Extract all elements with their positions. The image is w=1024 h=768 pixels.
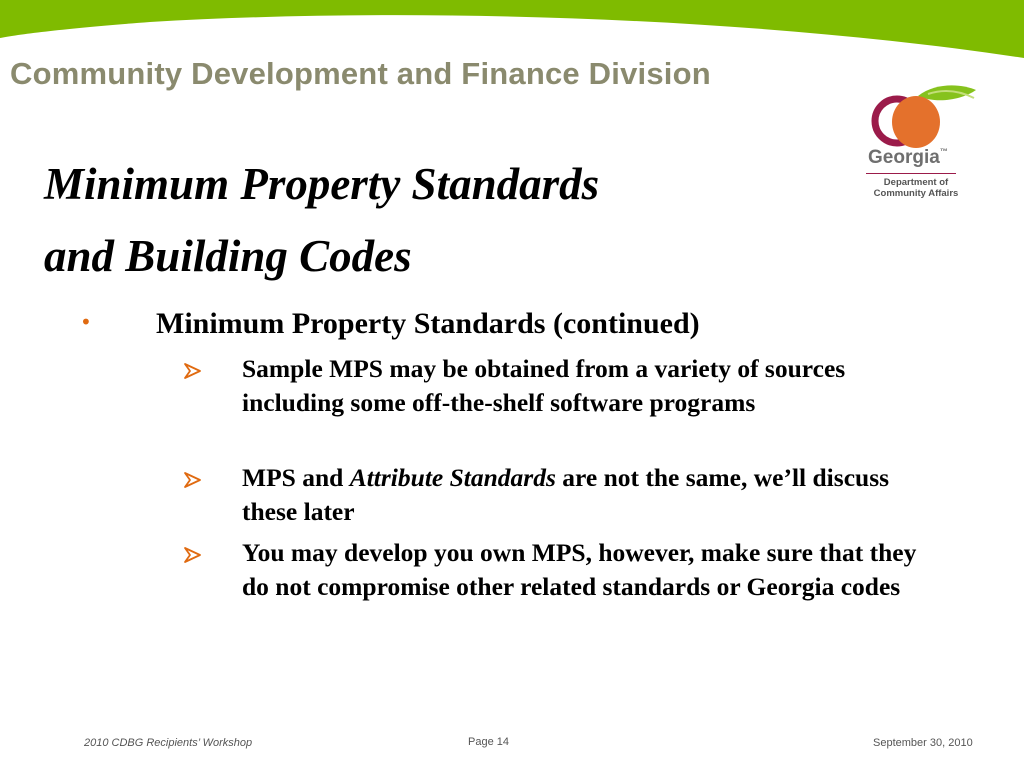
- division-title: Community Development and Finance Division: [10, 56, 711, 91]
- subpoint-2-emphasis: Attribute Standards: [349, 463, 556, 492]
- slide-title-line1: Minimum Property Standards: [44, 159, 600, 209]
- slide-title: [44, 148, 864, 292]
- subpoint-3: You may develop you own MPS, however, make sure that they do not compromise other related standards or Georgia codes: [242, 538, 917, 601]
- arrow-bullet-icon: [183, 362, 205, 380]
- logo-subtitle: [861, 177, 971, 199]
- footer-page-number: Page 14: [468, 736, 509, 748]
- logo-subtitle-line1: Department of: [883, 177, 949, 188]
- logo-subtitle-line2: Community Affairs: [873, 188, 959, 199]
- header-banner: [0, 0, 1024, 60]
- logo-wordmark: Georgia™: [868, 147, 948, 168]
- slide-title-line2: and Building Codes: [44, 231, 412, 281]
- logo-divider: [866, 173, 956, 174]
- footer-event: 2010 CDBG Recipients’ Workshop: [84, 737, 253, 749]
- subpoint-1: Sample MPS may be obtained from a variety of sources including some off-the-shelf software programs: [242, 354, 846, 417]
- bullet-heading: Minimum Property Standards (continued): [156, 307, 700, 340]
- arrow-bullet-icon: [183, 546, 205, 564]
- subpoint-2: MPS and Attribute Standards are not the same, we’ll discuss these later: [242, 463, 890, 526]
- bullet-dot-icon: •: [80, 310, 92, 334]
- arrow-bullet-icon: [183, 471, 205, 489]
- footer-date: September 30, 2010: [873, 737, 973, 749]
